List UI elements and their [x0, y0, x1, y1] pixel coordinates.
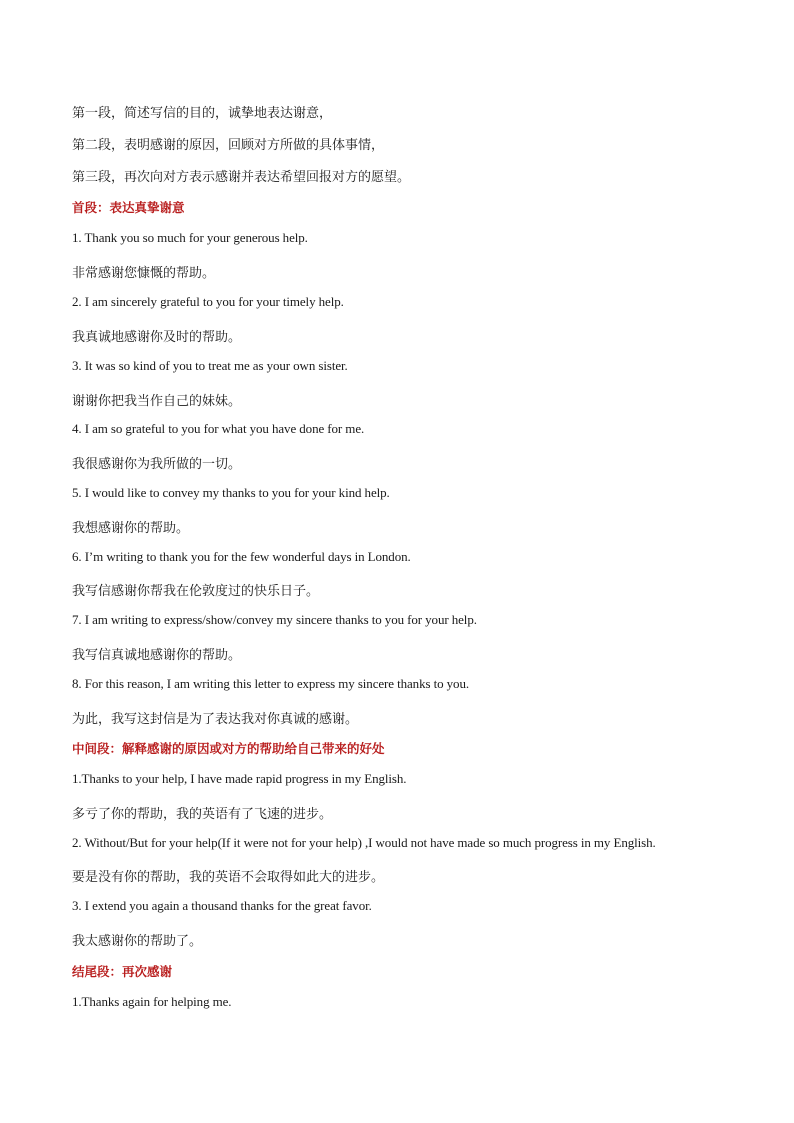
phrase-chinese: 我写信感谢你帮我在伦敦度过的快乐日子。 — [72, 584, 320, 599]
phrase-english: 1.Thanks to your help, I have made rapid progress in my English. — [72, 771, 407, 786]
intro-line: 第三段，再次向对方表示感谢并表达希望回报对方的愿望。 — [72, 170, 411, 185]
phrase-chinese: 多亏了你的帮助，我的英语有了飞速的进步。 — [72, 807, 333, 822]
intro-line: 第二段，表明感谢的原因，回顾对方所做的具体事情， — [72, 138, 385, 153]
phrase-chinese: 我想感谢你的帮助。 — [72, 521, 190, 536]
phrase-english: 3. I extend you again a thousand thanks for the great favor. — [72, 898, 372, 913]
section-heading-body: 中间段：解释感谢的原因或对方的帮助给自己带来的好处 — [72, 741, 385, 756]
phrase-english: 2. I am sincerely grateful to you for your timely help. — [72, 294, 344, 309]
phrase-chinese: 我很感谢你为我所做的一切。 — [72, 457, 242, 472]
section-heading-closing: 结尾段：再次感谢 — [72, 964, 173, 979]
phrase-english: 6. I’m writing to thank you for the few wonderful days in London. — [72, 549, 411, 564]
phrase-chinese: 我真诚地感谢你及时的帮助。 — [72, 330, 242, 345]
phrase-chinese: 谢谢你把我当作自己的妹妹。 — [72, 394, 242, 409]
phrase-chinese: 要是没有你的帮助，我的英语不会取得如此大的进步。 — [72, 870, 385, 885]
phrase-english: 2. Without/But for your help(If it were not for your help) ,I would not have made so much progress in my English. — [72, 835, 656, 850]
phrase-english: 7. I am writing to express/show/convey my sincere thanks to you for your help. — [72, 612, 477, 627]
phrase-chinese: 为此，我写这封信是为了表达我对你真诚的感谢。 — [72, 712, 359, 727]
phrase-english: 5. I would like to convey my thanks to you for your kind help. — [72, 485, 390, 500]
phrase-english: 8. For this reason, I am writing this letter to express my sincere thanks to you. — [72, 676, 469, 691]
phrase-english: 1.Thanks again for helping me. — [72, 994, 232, 1009]
phrase-chinese: 我太感谢你的帮助了。 — [72, 934, 203, 949]
phrase-chinese: 我写信真诚地感谢你的帮助。 — [72, 648, 242, 663]
section-heading-opening: 首段：表达真挚谢意 — [72, 200, 185, 215]
phrase-chinese: 非常感谢您慷慨的帮助。 — [72, 266, 216, 281]
phrase-english: 4. I am so grateful to you for what you have done for me. — [72, 421, 365, 436]
phrase-english: 3. It was so kind of you to treat me as your own sister. — [72, 358, 348, 373]
intro-line: 第一段，简述写信的目的，诚挚地表达谢意， — [72, 106, 333, 121]
phrase-english: 1. Thank you so much for your generous help. — [72, 230, 308, 245]
